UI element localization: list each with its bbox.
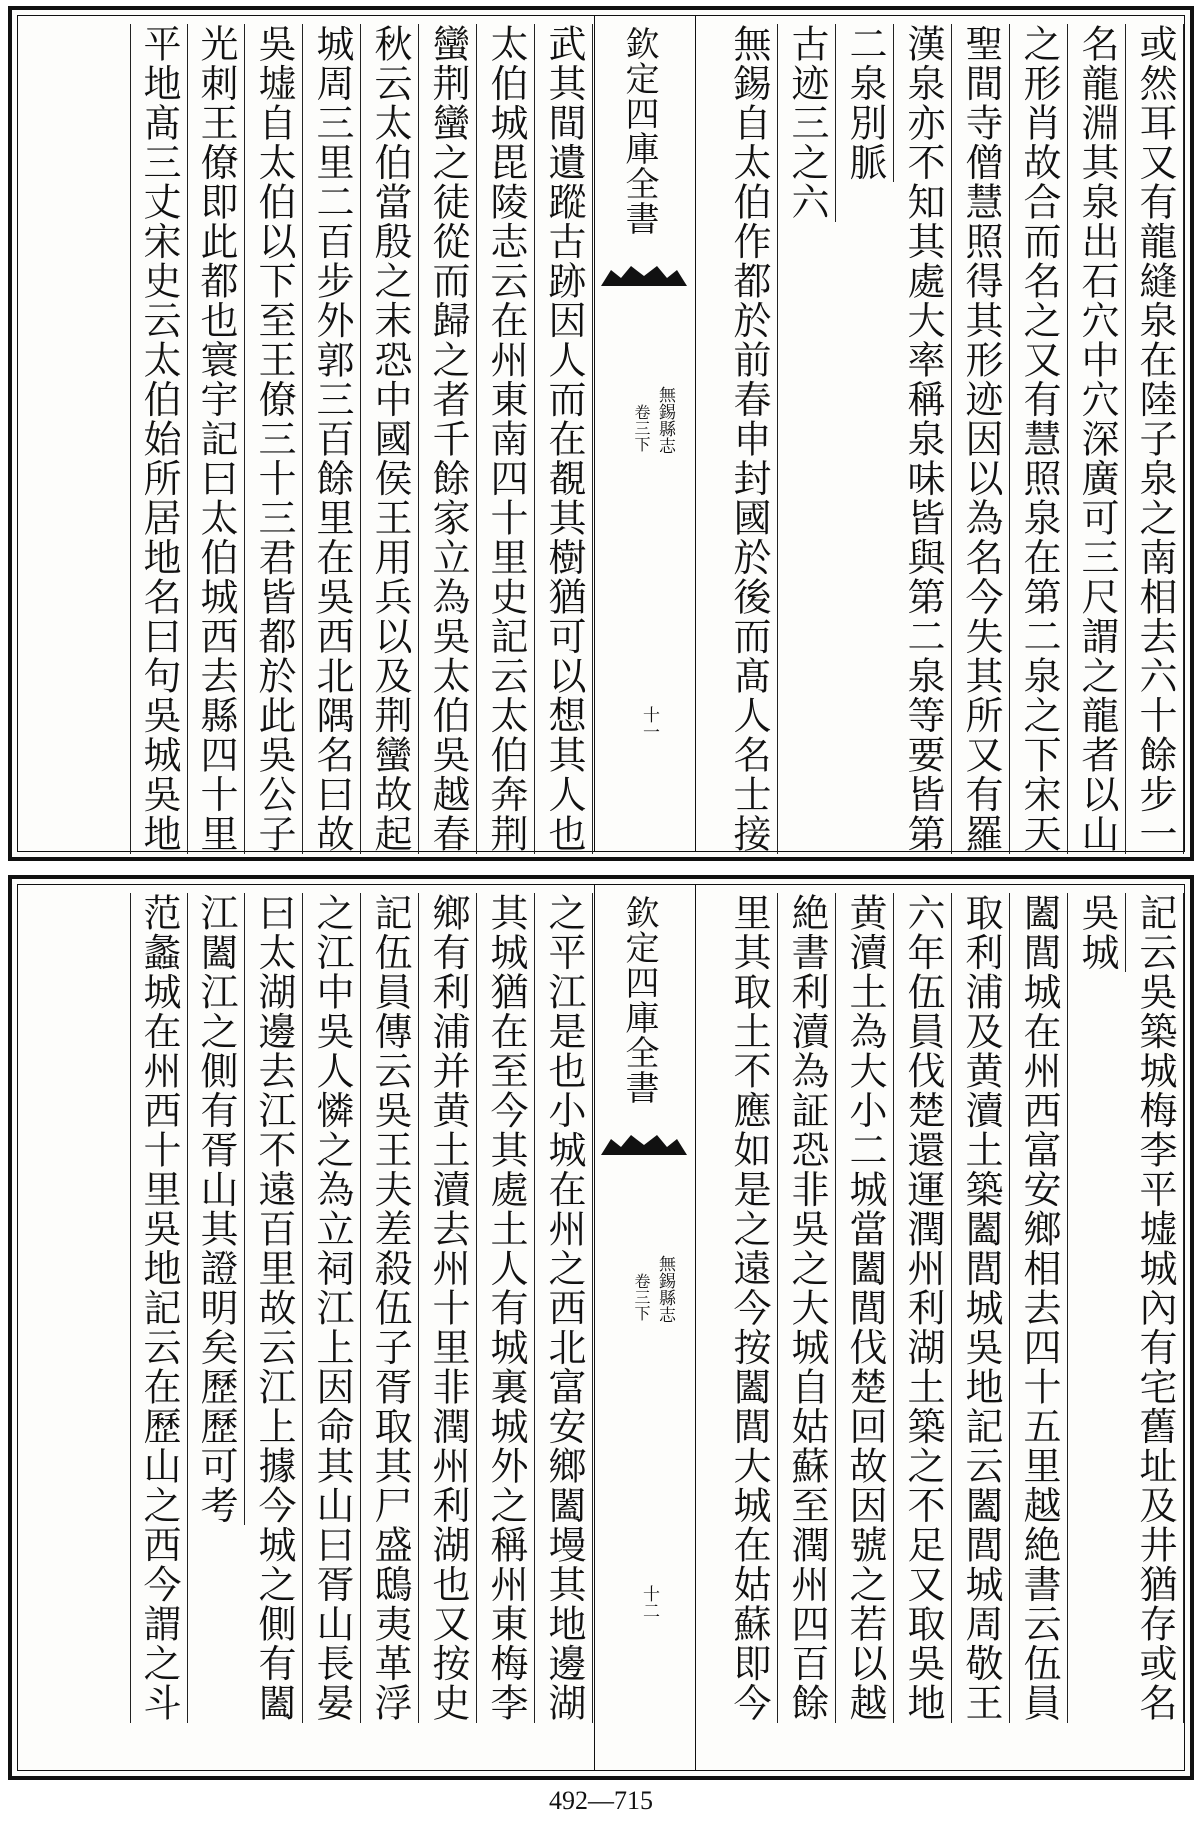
text-column: 名龍淵其泉出石穴中穴深廣可三尺謂之龍者以山 [1069, 24, 1126, 854]
volume-label: 卷三下 [632, 404, 651, 452]
text-column: 或然耳又有龍縫泉在陸子泉之南相去六十餘步一 [1127, 24, 1184, 854]
text-column: 之形肖故合而名之又有慧照泉在第二泉之下宋天 [1011, 24, 1068, 854]
text-column: 光刺王僚即此都也寰宇記曰太伯城西去縣四十里 [188, 24, 245, 854]
text-column: 記云吳築城梅李平墟城內有宅舊址及井猶存或名 [1127, 893, 1184, 1723]
text-column: 漢泉亦不知其處大率稱泉味皆與第二泉等要皆第 [895, 24, 952, 854]
library-title: 欽定四庫全書 [619, 895, 659, 1105]
section-heading: 古迹三之六 [779, 24, 836, 222]
bottom-page [8, 875, 1194, 1780]
text-column: 吳墟自太伯以下至王僚三十三君皆都於此吳公子 [246, 24, 303, 854]
section-heading: 吳城 [1069, 893, 1126, 972]
text-column: 江闔江之側有胥山其證明矣歷歷可考 [188, 893, 245, 1525]
text-column: 秋云太伯當殷之末恐中國侯王用兵以及荆蠻故起 [362, 24, 419, 854]
volume-label: 卷三下 [632, 1273, 651, 1321]
center-banner [594, 16, 696, 851]
fish-tail-ornament-icon [601, 264, 687, 286]
text-column: 取利浦及黄瀆土築闔閭城吳地記云闔閭城周敬王 [953, 893, 1010, 1723]
text-column: 鄉有利浦并黄土瀆去州十里非潤州利湖也又按史 [420, 893, 477, 1723]
text-column: 太伯城毘陵志云在州東南四十里史記云太伯奔荆 [478, 24, 535, 854]
top-page [8, 6, 1194, 861]
center-banner [594, 885, 696, 1770]
text-column: 曰太湖邊去江不遠百里故云江上據今城之側有闔 [246, 893, 303, 1723]
text-column: 武其間遺蹤古跡因人而在覩其樹猶可以想其人也 [536, 24, 593, 854]
text-column: 里其取土不應如是之遠今按闔閭大城在姑蘇即今 [721, 893, 778, 1723]
work-title: 無錫縣志 [655, 386, 675, 454]
page-number: 十一 [639, 706, 659, 740]
library-title: 欽定四庫全書 [619, 26, 659, 236]
text-column: 無錫自太伯作都於前春申封國於後而髙人名士接 [721, 24, 778, 854]
fish-tail-ornament-icon [601, 1133, 687, 1155]
text-column: 其城猶在至今其處土人有城裏城外之稱州東梅李 [478, 893, 535, 1723]
text-column: 之江中吳人憐之為立祠江上因命其山曰胥山長晏 [304, 893, 361, 1723]
text-column: 黄瀆土為大小二城當闔閭伐楚回故因號之若以越 [837, 893, 894, 1723]
page-number: 十二 [639, 1585, 659, 1619]
text-column: 平地髙三丈宋史云太伯始所居地名曰句吳城吳地 [130, 24, 188, 854]
text-column: 絶書利瀆為証恐非吳之大城自姑蘇至潤州四百餘 [779, 893, 836, 1723]
text-column: 蠻荆蠻之徒從而歸之者千餘家立為吳太伯吳越春 [420, 24, 477, 854]
text-column: 二泉別脈 [837, 24, 894, 182]
top-page-frame [17, 15, 1185, 852]
text-column: 聖間寺僧慧照得其形迹因以為名今失其所又有羅 [953, 24, 1010, 854]
text-column: 范蠡城在州西十里吳地記云在歷山之西今謂之斗 [130, 893, 188, 1723]
text-column: 記伍員傳云吳王夫差殺伍子胥取其尸盛鴟夷革浮 [362, 893, 419, 1723]
text-column: 闔閭城在州西富安鄉相去四十五里越絶書云伍員 [1011, 893, 1068, 1723]
text-column: 城周三里二百步外郭三百餘里在吳西北隅名曰故 [304, 24, 361, 854]
text-column: 之平江是也小城在州之西北富安鄉闔墁其地邊湖 [536, 893, 593, 1723]
footer-page-code: 492—715 [549, 1786, 653, 1815]
bottom-page-frame [17, 884, 1185, 1771]
work-title: 無錫縣志 [655, 1255, 675, 1323]
text-column: 六年伍員伐楚還運潤州利湖土築之不足又取吳地 [895, 893, 952, 1723]
